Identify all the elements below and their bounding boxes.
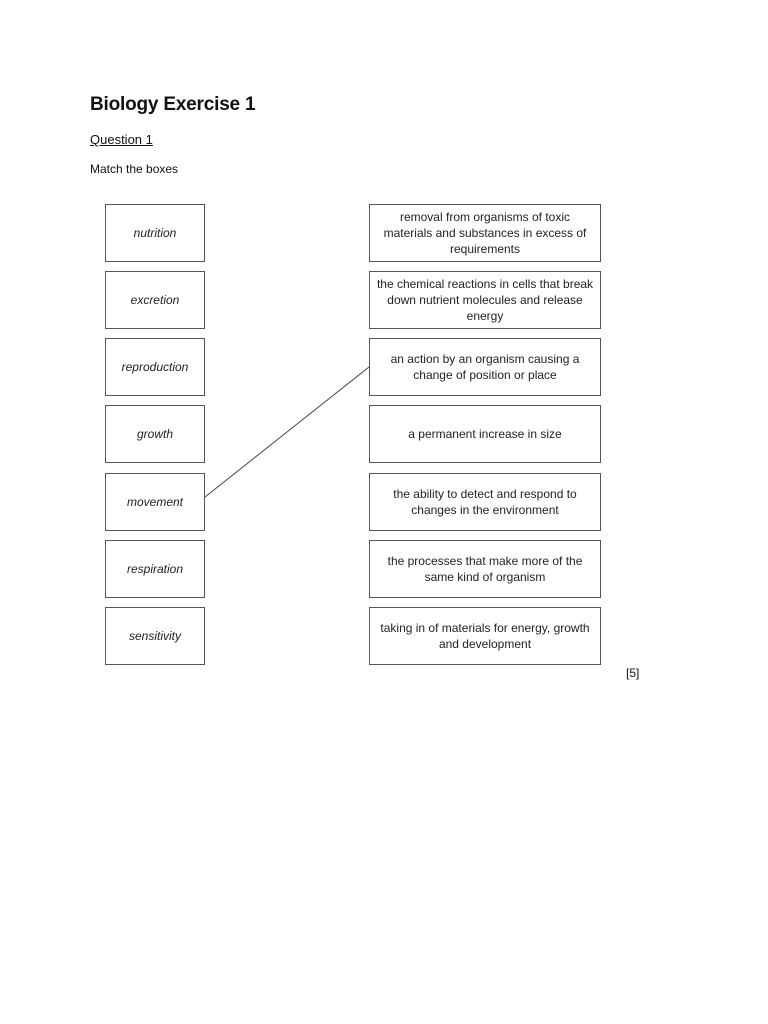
term-box-movement[interactable]: movement <box>105 473 205 531</box>
definition-box-movement[interactable]: an action by an organism causing a change of position or place <box>369 338 601 396</box>
term-box-growth[interactable]: growth <box>105 405 205 463</box>
marks-indicator: [5] <box>626 666 640 680</box>
definition-box-respiration[interactable]: the chemical reactions in cells that break down nutrient molecules and release energy <box>369 271 601 329</box>
definition-box-excretion[interactable]: removal from organisms of toxic materials and substances in excess of requirements <box>369 204 601 262</box>
page-title: Biology Exercise 1 <box>90 94 256 115</box>
definition-box-growth[interactable]: a permanent increase in size <box>369 405 601 463</box>
question-heading: Question 1 <box>90 132 153 147</box>
instruction-text: Match the boxes <box>90 162 179 176</box>
definition-box-reproduction[interactable]: the processes that make more of the same kind of organism <box>369 540 601 598</box>
term-box-excretion[interactable]: excretion <box>105 271 205 329</box>
term-box-reproduction[interactable]: reproduction <box>105 338 205 396</box>
definition-box-nutrition[interactable]: taking in of materials for energy, growth and development <box>369 607 601 665</box>
definition-box-sensitivity[interactable]: the ability to detect and respond to changes in the environment <box>369 473 601 531</box>
term-box-respiration[interactable]: respiration <box>105 540 205 598</box>
term-box-sensitivity[interactable]: sensitivity <box>105 607 205 665</box>
term-box-nutrition[interactable]: nutrition <box>105 204 205 262</box>
